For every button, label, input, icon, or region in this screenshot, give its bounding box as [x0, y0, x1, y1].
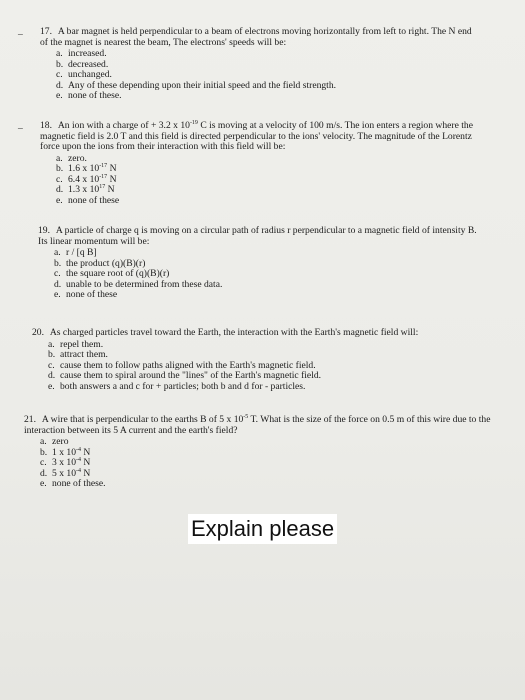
question-number: 21.	[24, 414, 36, 425]
question-number: 19.	[38, 225, 50, 236]
question-18	[18, 120, 480, 206]
answer-blank: _	[18, 26, 23, 37]
option-b: b. attract them.	[48, 349, 108, 360]
question-text: As charged particles travel toward the Earth, the interaction with the Earth's magnetic field will:	[49, 327, 419, 338]
option-b: b. 1.6 x $10^{-17}$ N	[56, 163, 117, 174]
question-stem: 21. A wire that is perpendicular to the earths B of 5 x $10^{-5}$ T. What is the size of the force on 0.5 m of this wire due to the interaction between its 5 A current and the earth's field?	[24, 414, 491, 436]
option-c: c. cause them to follow paths aligned with the Earth's magnetic field.	[48, 359, 316, 371]
question-text: A particle of charge q is moving on a circular path of radius r perpendicular to a magnetic field of intensity B. Its linear momentum will be:	[38, 225, 477, 247]
question-19	[38, 226, 483, 301]
question-stem	[40, 27, 475, 48]
option-b: b. 1 x $10^{-4}$ N	[40, 446, 91, 458]
answer-options	[40, 49, 475, 102]
option-e: e. none of these	[54, 289, 118, 300]
option-c: c. unchanged.	[56, 69, 112, 80]
question-stem	[38, 226, 483, 247]
question-21	[24, 415, 499, 490]
option-d: d. Any of these depending upon their initial speed and the field strength.	[56, 79, 337, 91]
explain-please-caption: Explain please	[188, 514, 337, 544]
question-20	[32, 328, 492, 392]
option-e: e. none of these	[56, 194, 120, 206]
answer-options	[40, 154, 480, 207]
question-stem	[32, 328, 492, 339]
option-e: e. none of these.	[56, 90, 122, 101]
question-text: A bar magnet is held perpendicular to a beam of electrons moving horizontally from left to right. The N end of the magnet is nearest the beam, The electrons' speeds will be:	[40, 26, 472, 48]
option-d: d. 5 x $10^{-4}$ N	[40, 467, 91, 479]
question-17	[18, 26, 475, 102]
answer-blank: _	[18, 120, 23, 131]
question-number: 20.	[32, 327, 44, 338]
option-d: d. unable to be determined from these data.	[54, 278, 223, 290]
question-number: 18.	[40, 120, 52, 131]
answer-options	[24, 437, 499, 490]
option-a: a. repel them.	[48, 338, 104, 350]
option-a: a. zero.	[56, 152, 87, 164]
answer-options	[38, 248, 483, 301]
option-d: d. 1.3 x $10^{17}$ N	[56, 184, 115, 195]
option-b: b. decreased.	[56, 58, 109, 70]
question-stem: 18. An ion with a charge of + 3.2 x $10^{-19}$ C is moving at a velocity of 100 m/s. The ion enters a region where the magnetic field is 2.0 T and this field is directed perpendicular to the ions' velocity. The magnitude of the Lorentz force upon the ions from their interaction with this field will be:	[40, 120, 473, 152]
option-a: a. r / [q B]	[54, 247, 97, 258]
option-a: a. increased.	[56, 48, 107, 59]
option-e: e. none of these.	[40, 478, 106, 489]
answer-options	[32, 340, 492, 393]
option-e: e. both answers a and c for + particles; both b and d for - particles.	[48, 380, 306, 392]
option-c: c. the square root of (q)(B)(r)	[54, 268, 170, 279]
option-c: c. 3 x $10^{-4}$ N	[40, 457, 91, 468]
option-c: c. 6.4 x $10^{-17}$ N	[56, 173, 117, 185]
question-number: 17.	[40, 26, 52, 37]
option-b: b. the product (q)(B)(r)	[54, 257, 146, 269]
option-d: d. cause them to spiral around the "lines" of the Earth's magnetic field.	[48, 370, 322, 381]
option-a: a. zero	[40, 436, 69, 447]
